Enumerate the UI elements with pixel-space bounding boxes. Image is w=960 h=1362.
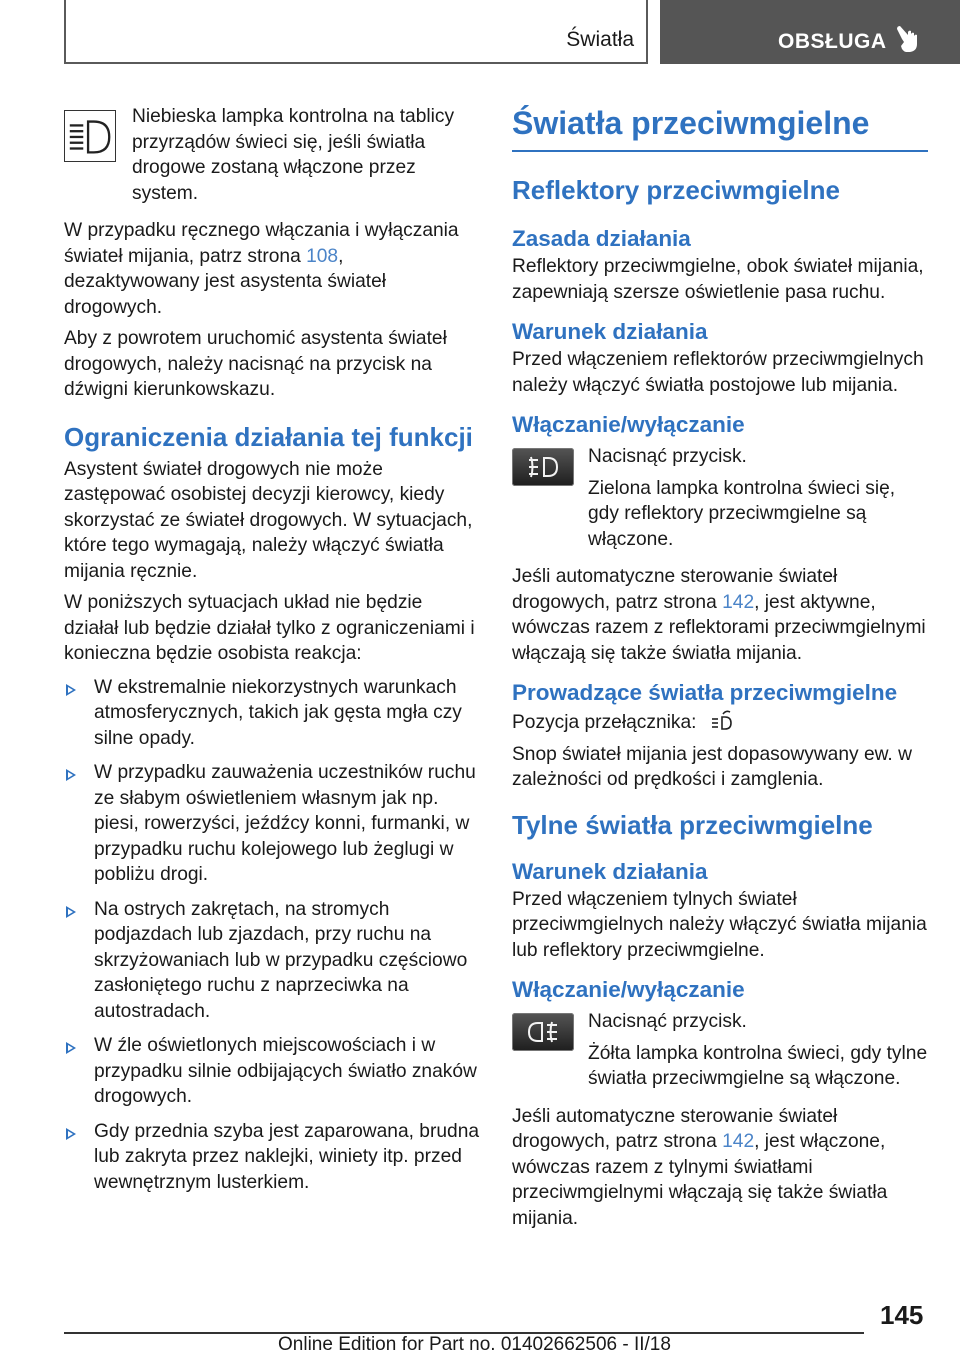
triangle-bullet-icon <box>66 1128 76 1140</box>
principle-paragraph: Reflektory przeciwmgielne, obok świateł mijania, zapewniają szersze oświetlenie pasa ruchu. <box>512 256 924 303</box>
switch-position-paragraph: Pozycja przełącznika: <box>512 708 928 736</box>
page-link-108[interactable]: 108 <box>306 245 339 267</box>
triangle-bullet-icon <box>66 684 76 696</box>
list-item: W przypadku zauważenia uczestników ruchu ze słabym oświetleniem własnym jak np. piesi, rowerzyści, jeźdźcy konni, furmanki, w przypadku ruchu kolejowego lub żeglugi w pobliżu drogi. <box>64 760 480 888</box>
heading-limits: Ograniczenia działania tej funkcji <box>64 421 473 452</box>
rear-fog-button-block <box>512 1009 928 1092</box>
heading-guiding-fog: Prowadzące światła przeciwmgielne <box>512 680 898 705</box>
heading-switch-front: Włączanie/wyłączanie <box>512 412 745 437</box>
press-button-text-rear: Nacisnąć przycisk. <box>588 1011 747 1032</box>
heading-principle: Zasada działania <box>512 226 691 251</box>
page-title: Światła przeciwmgielne <box>512 104 928 152</box>
manual-lights-paragraph <box>64 218 480 320</box>
guiding-fog-light-symbol-icon <box>710 708 734 732</box>
rear-fog-light-button[interactable] <box>512 1013 574 1051</box>
manual-lights-text: W przypadku ręcznego włączania i wyłączania świateł mijania, patrz strona <box>64 220 459 267</box>
press-button-text-front: Nacisnąć przycisk. <box>588 446 747 467</box>
high-beam-assistant-icon <box>64 110 116 162</box>
header-chapter-title: OBSŁUGA <box>778 30 887 53</box>
left-column <box>64 104 480 1195</box>
header-section-title: Światła <box>566 28 634 51</box>
page-link-142[interactable]: 142 <box>722 591 755 613</box>
pointing-hand-icon <box>896 24 922 54</box>
condition-rear-paragraph: Przed włączeniem tylnych świateł przeciwmgielnych należy włączyć światła mijania lub reflektory przeciwmgielne. <box>512 888 927 961</box>
indicator-note <box>64 104 480 206</box>
indicator-text: Niebieska lampka kontrolna na tablicy przyrządów świeci się, jeśli światła drogowe zostaną włączone przez system. <box>132 106 455 204</box>
triangle-bullet-icon <box>66 906 76 918</box>
list-item: W źle oświetlonych miejscowościach i w przypadku silnie odbijających światło znaków drogowych. <box>64 1033 480 1110</box>
page-link-142-rear[interactable]: 142 <box>722 1131 755 1152</box>
list-item: W ekstremalnie niekorzystnych warunkach atmosferycznych, takich jak gęsta mgła czy silne opady. <box>64 675 480 752</box>
heading-rear-fog: Tylne światła przeciwmgielne <box>512 809 873 840</box>
limits-paragraph-2: W poniższych sytuacjach układ nie będzie działał lub będzie działał tylko z ograniczeniami i konieczna będzie osobista reakcja: <box>64 592 475 664</box>
right-column <box>512 104 928 1231</box>
page-number: 145 <box>880 1300 924 1330</box>
restart-assistant-paragraph: Aby z powrotem uruchomić asystenta świateł drogowych, należy nacisnąć na przycisk na dźwigni kierunkowskazu. <box>64 328 447 400</box>
heading-front-fog: Reflektory przeciwmgielne <box>512 175 840 205</box>
heading-condition-rear: Warunek działania <box>512 858 708 884</box>
limitations-list <box>64 675 480 1196</box>
front-fog-light-button[interactable] <box>512 448 574 486</box>
yellow-lamp-text: Żółta lampka kontrolna świeci, gdy tylne światła przeciwmgielne są włączone. <box>588 1042 928 1089</box>
manual-lights-text-end: , dezaktywowany jest asystenta świateł drogowych. <box>64 245 387 318</box>
front-fog-button-block <box>512 444 928 552</box>
heading-condition-front: Warunek działania <box>512 319 708 344</box>
auto-rear-paragraph: Jeśli automatyczne sterowanie świateł drogowych, patrz strona 142, jest włączone, wówczas razem z tylnymi światłami przeciwmgielnymi włączają się także światła mijania. <box>512 1105 888 1229</box>
green-lamp-text: Zielona lampka kontrolna świeci się, gdy reflektory przeciwmgielne są włączone. <box>588 477 896 550</box>
beam-adjust-paragraph: Snop świateł mijania jest dopasowywany ew. w zależności od prędkości i zamglenia. <box>512 743 912 790</box>
limits-paragraph-1: Asystent świateł drogowych nie może zastępować osobistej decyzji kierowcy, kiedy skorzystać ze świateł drogowych. W sytuacjach, które tego wymagają, należy włączyć światła mijania ręcznie. <box>64 458 473 582</box>
triangle-bullet-icon <box>66 1042 76 1054</box>
auto-front-paragraph: Jeśli automatyczne sterowanie świateł drogowych, patrz strona 142, jest aktywne, wówczas razem z reflektorami przeciwmgielnymi włączają się także światła mijania. <box>512 566 926 664</box>
header-chapter-box <box>660 0 960 64</box>
rear-fog-light-icon <box>526 1019 560 1045</box>
condition-front-paragraph: Przed włączeniem reflektorów przeciwmgielnych należy włączyć światła postojowe lub mijania. <box>512 349 924 396</box>
header-section-box <box>64 0 648 64</box>
front-fog-light-icon <box>526 454 560 480</box>
list-item: Gdy przednia szyba jest zaparowana, brudna lub zakryta przez naklejki, winiety itp. przed wewnętrznym lusterkiem. <box>64 1119 480 1196</box>
triangle-bullet-icon <box>66 769 76 781</box>
heading-switch-rear: Włączanie/wyłączanie <box>512 977 745 1002</box>
list-item: Na ostrych zakrętach, na stromych podjazdach lub zjazdach, przy ruchu na skrzyżowaniach lub w przypadku częściowo zasłoniętego ruchu z naprzeciwka na autostradach. <box>64 897 480 1025</box>
footer-edition: Online Edition for Part no. 01402662506 - II/18 <box>278 1334 671 1355</box>
